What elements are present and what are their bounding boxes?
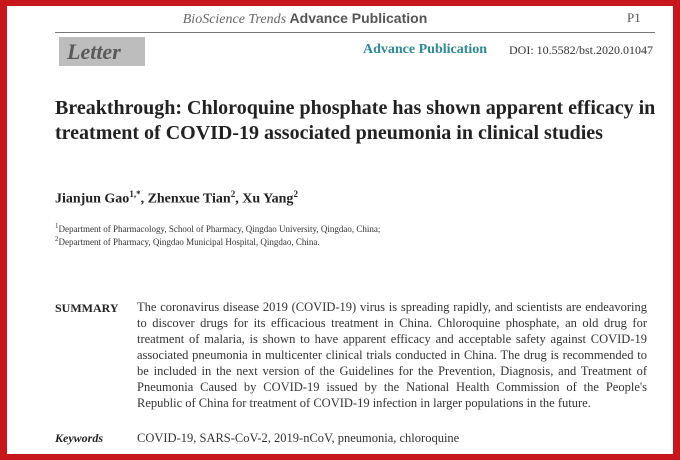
author-name: Jianjun Gao [55,191,130,207]
summary-label: SUMMARY [55,301,119,315]
journal-advance-label: Advance Publication [289,10,428,26]
affiliation-mark: 1 [55,222,59,230]
author-name: Xu Yang [242,191,294,207]
article-title: Breakthrough: Chloroquine phosphate has shown apparent efficacy in treatment of COVID-19 associated pneumonia in clinical studies [55,97,656,144]
author-list: Jianjun Gao$^{1,*}$, Zhenxue Tian$^2$, Xu Yang$^2$ [55,189,298,207]
journal-header [55,10,555,28]
article-page [7,6,673,454]
page-number: P1 [627,10,641,25]
author-affiliation-mark: 1,* [129,189,141,199]
summary-text: The coronavirus disease 2019 (COVID-19) virus is spreading rapidly, and scientists are endeavoring to discover drugs for its efficacious treatment in China. Chloroquine phosphate, an old drug for treatment of malaria, is shown to have apparent efficacy and acceptable safety against COVID-19 associated pneumonia in multicenter clinical trials conducted in China. The drug is recommended to be included in the next version of the Guidelines for the Prevention, Diagnosis, and Treatment of Pneumonia Caused by COVID-19 issued by the National Health Commission of the People's Republic of China for treatment of COVID-19 infection in larger populations in the future. [137,300,647,410]
affiliation-text: Department of Pharmacology, School of Pharmacy, Qingdao University, Qingdao, China; [58,224,381,234]
affiliation-text: Department of Pharmacy, Qingdao Municipal Hospital, Qingdao, China. [58,237,320,247]
journal-name: BioScience Trends [182,12,287,27]
advance-publication-label: Advance Publication [363,42,488,57]
author-affiliation-mark: 2 [293,189,298,199]
doi-label: DOI: 10.5582/bst.2020.01047 [509,43,653,57]
article-type-label: Letter [67,39,121,64]
keywords-text: COVID-19, SARS-CoV-2, 2019-nCoV, pneumonia, chloroquine [137,431,460,445]
header-divider [55,32,655,33]
affiliation [55,235,320,247]
keywords-label: Keywords [55,431,103,445]
author-affiliation-mark: 2 [230,189,236,199]
affiliation [55,222,380,234]
affiliation-mark: 2 [55,235,59,243]
author-name: Zhenxue Tian [147,191,231,207]
